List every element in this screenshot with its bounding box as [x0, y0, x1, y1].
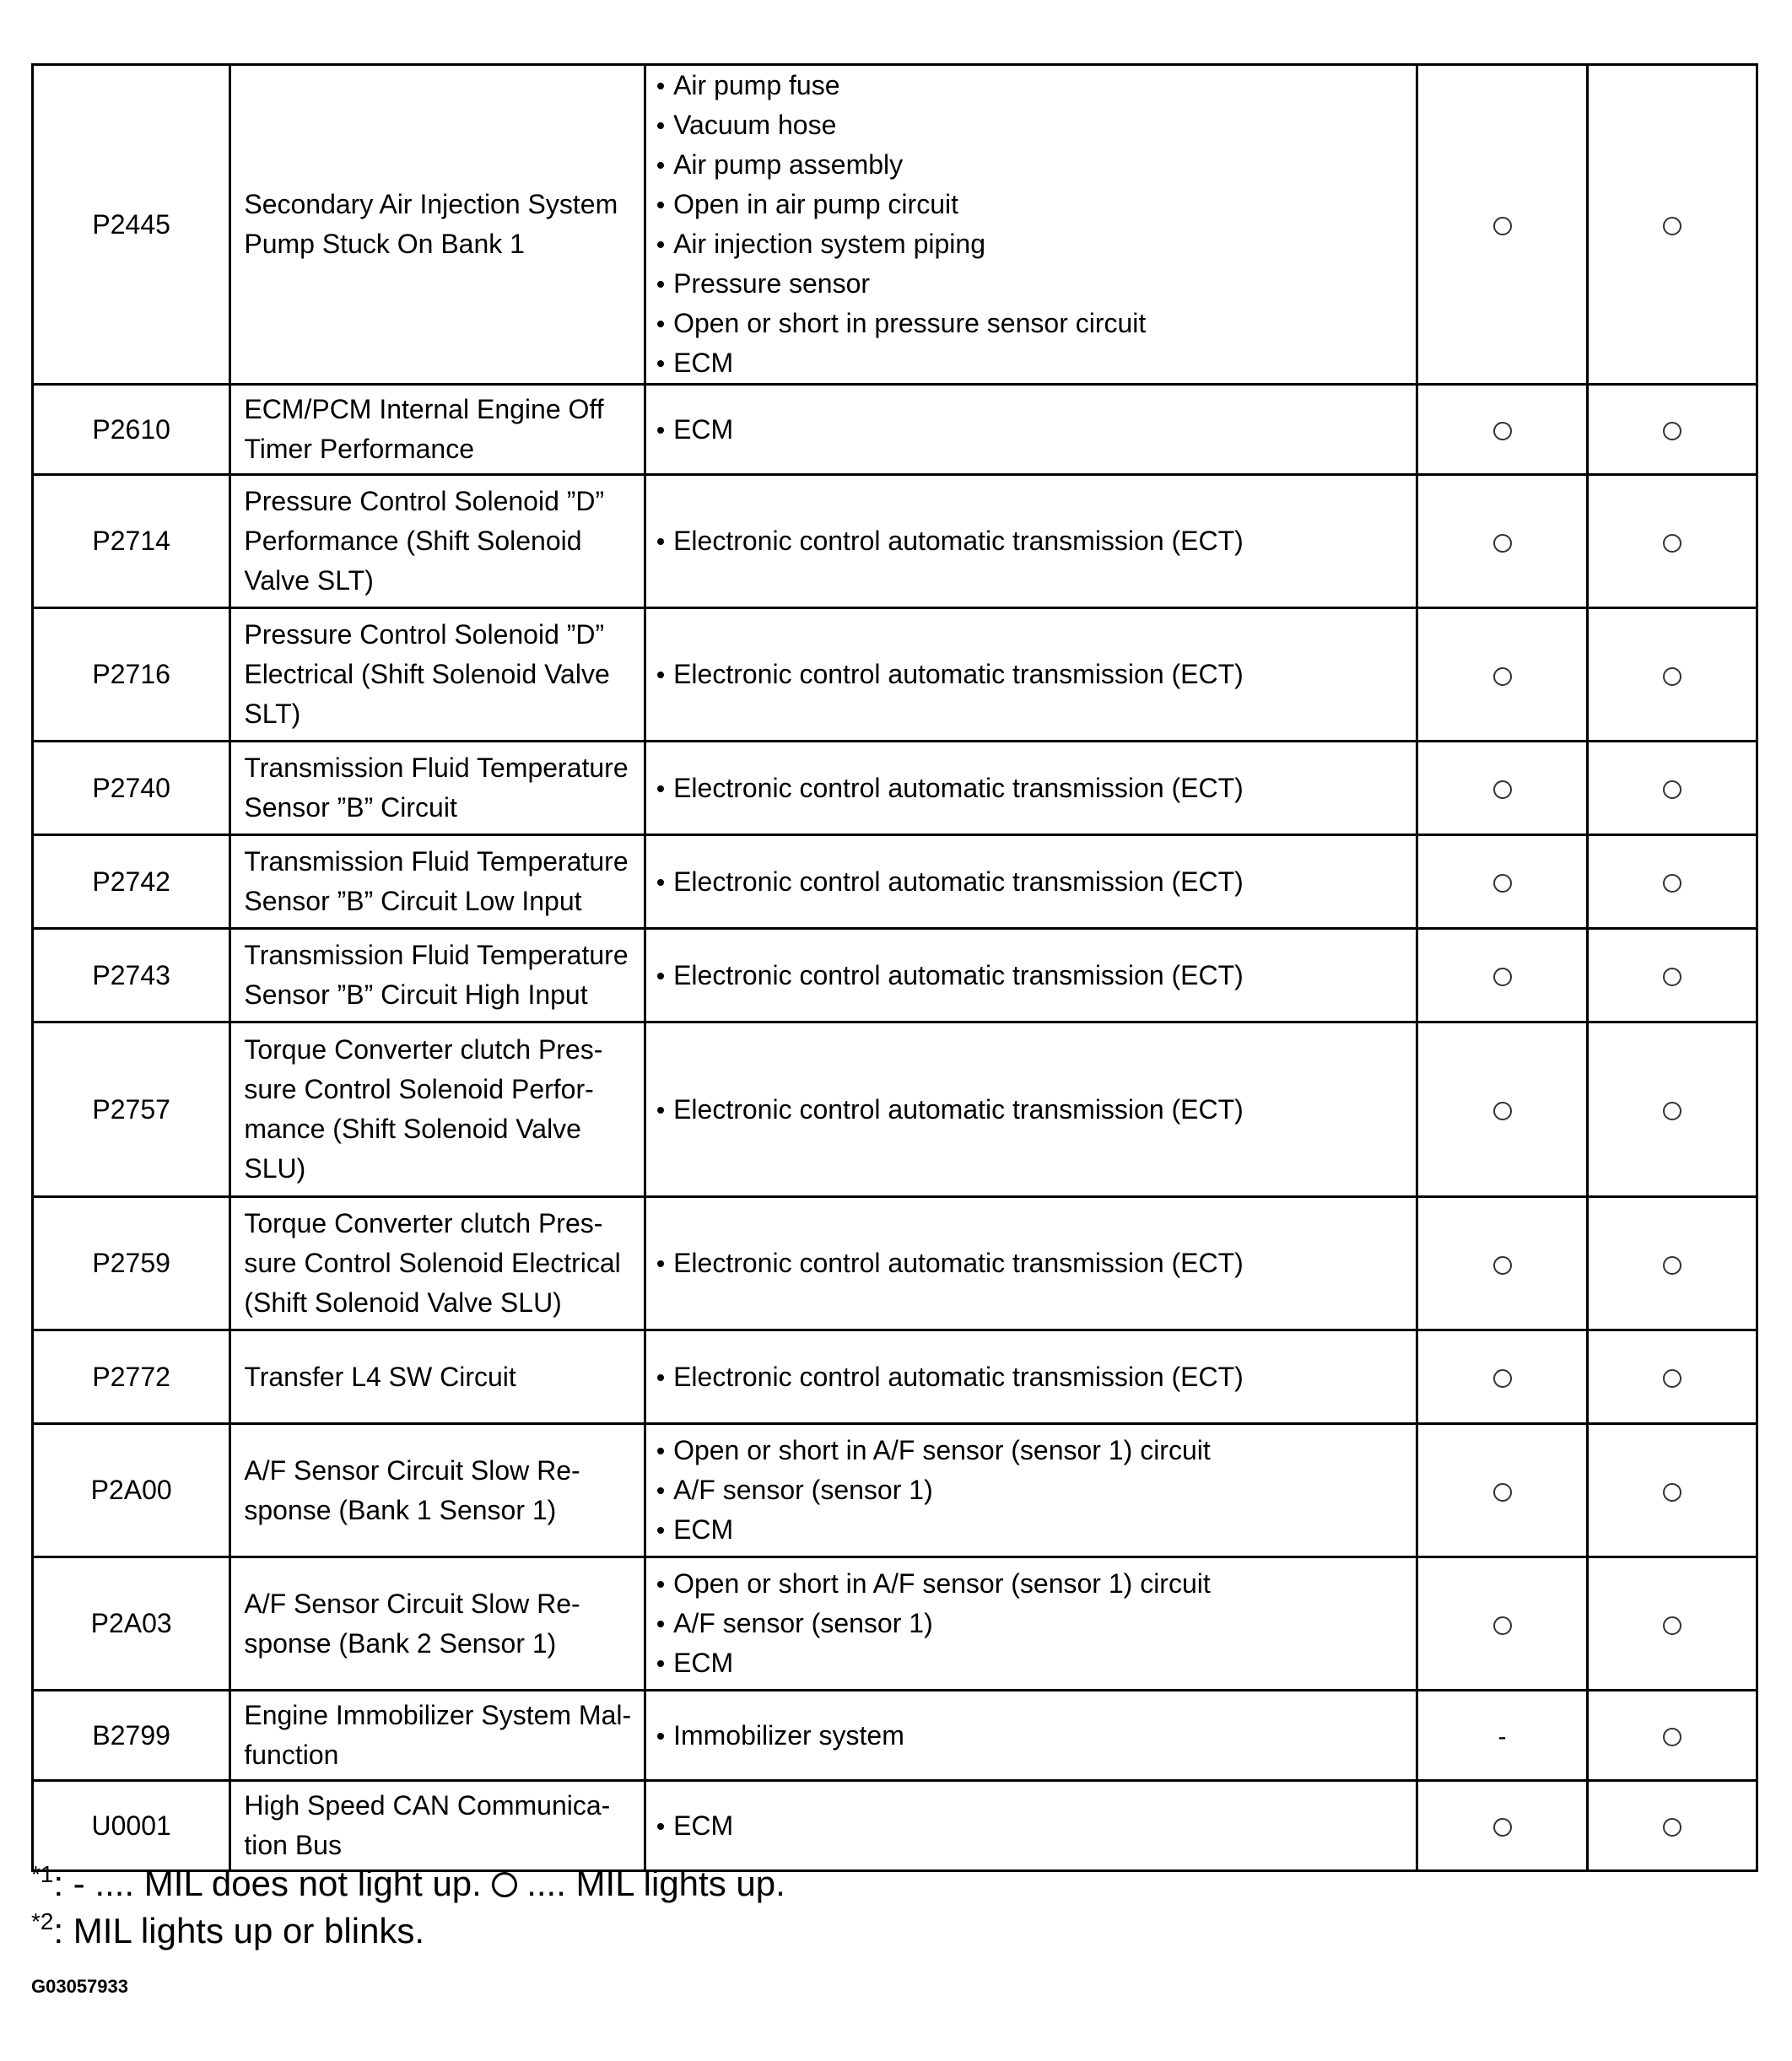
trouble-area-item: A/F sensor (sensor 1)	[657, 1604, 1416, 1643]
table-row	[33, 475, 1757, 608]
circle-mark-icon	[1663, 780, 1681, 799]
circle-mark-icon	[1663, 1818, 1681, 1837]
dtc-code: P2759	[33, 1197, 230, 1330]
circle-mark-icon	[1663, 1256, 1681, 1275]
trouble-area	[645, 1424, 1417, 1557]
mil-mark	[1417, 1557, 1587, 1691]
trouble-area-item: Open or short in A/F sensor (sensor 1) circuit	[657, 1564, 1416, 1604]
dtc-table-body	[33, 65, 1757, 1871]
memory-mark	[1587, 1691, 1757, 1781]
mil-mark	[1417, 835, 1587, 929]
trouble-area-list	[657, 1564, 1416, 1683]
footnote-2	[31, 1907, 785, 1955]
trouble-area	[645, 929, 1417, 1022]
table-row	[33, 608, 1757, 742]
trouble-area-list	[657, 66, 1416, 383]
circle-mark-icon	[1493, 1616, 1512, 1635]
table-row	[33, 1197, 1757, 1330]
trouble-area-item: ECM	[657, 1643, 1416, 1683]
dtc-code: P2772	[33, 1330, 230, 1424]
mil-mark	[1417, 1197, 1587, 1330]
trouble-area-list	[657, 1244, 1416, 1283]
table-row	[33, 929, 1757, 1022]
trouble-area	[645, 835, 1417, 929]
table-row	[33, 1781, 1757, 1871]
trouble-area	[645, 1330, 1417, 1424]
trouble-area	[645, 1691, 1417, 1781]
detection-item: A/F Sensor Circuit Slow Re- sponse (Bank 2 Sensor 1)	[230, 1557, 645, 1691]
trouble-area-item: Pressure sensor	[657, 264, 1416, 304]
dtc-code: P2757	[33, 1022, 230, 1197]
trouble-area-item: Vacuum hose	[657, 105, 1416, 145]
detection-item: ECM/PCM Internal Engine Off Timer Performance	[230, 385, 645, 475]
footnote-1-text-b: .... MIL lights up.	[526, 1864, 785, 1903]
memory-mark	[1587, 1424, 1757, 1557]
footnotes	[31, 1860, 785, 1955]
dtc-code: P2714	[33, 475, 230, 608]
trouble-area	[645, 1022, 1417, 1197]
trouble-area-item: Open or short in pressure sensor circuit	[657, 304, 1416, 343]
detection-item: Secondary Air Injection System Pump Stuck On Bank 1	[230, 65, 645, 385]
detection-item: Torque Converter clutch Pres- sure Control Solenoid Perfor- mance (Shift Solenoid Valve SLU)	[230, 1022, 645, 1197]
mil-mark	[1417, 929, 1587, 1022]
table-row	[33, 742, 1757, 835]
mil-mark	[1417, 1424, 1587, 1557]
dtc-code: P2A00	[33, 1424, 230, 1557]
footnote-2-text: : MIL lights up or blinks.	[53, 1911, 425, 1950]
trouble-area-item: ECM	[657, 410, 1416, 450]
trouble-area-list	[657, 1806, 1416, 1846]
dtc-code: P2445	[33, 65, 230, 385]
circle-mark-icon	[1663, 1102, 1681, 1120]
trouble-area-list	[657, 769, 1416, 808]
trouble-area-item: Electronic control automatic transmission (ECT)	[657, 956, 1416, 995]
trouble-area-list	[657, 1431, 1416, 1550]
trouble-area-list	[657, 655, 1416, 694]
trouble-area-list	[657, 410, 1416, 450]
mil-mark	[1417, 1691, 1587, 1781]
dash-mark: -	[1498, 1722, 1507, 1751]
trouble-area-item: Open in air pump circuit	[657, 185, 1416, 224]
circle-mark-icon	[1663, 1483, 1681, 1502]
trouble-area-list	[657, 1716, 1416, 1756]
trouble-area	[645, 475, 1417, 608]
trouble-area-item: ECM	[657, 343, 1416, 383]
trouble-area-item: ECM	[657, 1806, 1416, 1846]
circle-mark-icon	[1493, 874, 1512, 893]
dtc-code: P2716	[33, 608, 230, 742]
memory-mark	[1587, 1781, 1757, 1871]
circle-mark-icon	[1663, 874, 1681, 893]
trouble-area-item: Electronic control automatic transmission (ECT)	[657, 655, 1416, 694]
trouble-area-item: Immobilizer system	[657, 1716, 1416, 1756]
trouble-area-item: Air injection system piping	[657, 224, 1416, 264]
circle-mark-icon	[1663, 1369, 1681, 1388]
dtc-code: P2742	[33, 835, 230, 929]
mil-mark	[1417, 742, 1587, 835]
memory-mark	[1587, 1197, 1757, 1330]
circle-mark-icon	[1663, 1616, 1681, 1635]
circle-mark-icon	[1493, 968, 1512, 986]
footnote-1	[31, 1860, 785, 1907]
mil-mark	[1417, 1022, 1587, 1197]
trouble-area-item: Air pump assembly	[657, 145, 1416, 185]
dtc-code: P2610	[33, 385, 230, 475]
trouble-area	[645, 1557, 1417, 1691]
trouble-area-item: Electronic control automatic transmission (ECT)	[657, 769, 1416, 808]
circle-mark-icon	[1663, 1728, 1681, 1746]
circle-mark-icon	[492, 1872, 517, 1897]
circle-mark-icon	[1493, 217, 1512, 235]
detection-item: Transmission Fluid Temperature Sensor ”B” Circuit Low Input	[230, 835, 645, 929]
trouble-area-item: Air pump fuse	[657, 66, 1416, 105]
trouble-area-item: Open or short in A/F sensor (sensor 1) circuit	[657, 1431, 1416, 1470]
dtc-code: B2799	[33, 1691, 230, 1781]
circle-mark-icon	[1663, 534, 1681, 553]
table-row	[33, 65, 1757, 385]
trouble-area-item: Electronic control automatic transmission (ECT)	[657, 1090, 1416, 1130]
circle-mark-icon	[1663, 422, 1681, 440]
memory-mark	[1587, 835, 1757, 929]
circle-mark-icon	[1493, 1256, 1512, 1275]
detection-item: High Speed CAN Communica- tion Bus	[230, 1781, 645, 1871]
trouble-area	[645, 608, 1417, 742]
memory-mark	[1587, 385, 1757, 475]
circle-mark-icon	[1493, 1818, 1512, 1837]
circle-mark-icon	[1493, 422, 1512, 440]
memory-mark	[1587, 1022, 1757, 1197]
footnote-1-text-a: : - .... MIL does not light up.	[53, 1864, 482, 1903]
circle-mark-icon	[1493, 534, 1512, 553]
memory-mark	[1587, 929, 1757, 1022]
trouble-area-list	[657, 862, 1416, 902]
trouble-area	[645, 742, 1417, 835]
table-row	[33, 835, 1757, 929]
mil-mark	[1417, 385, 1587, 475]
trouble-area-item: Electronic control automatic transmission (ECT)	[657, 521, 1416, 561]
footnote-2-marker: *2	[31, 1908, 54, 1934]
detection-item: Engine Immobilizer System Mal- function	[230, 1691, 645, 1781]
trouble-area-list	[657, 1090, 1416, 1130]
dtc-code: P2A03	[33, 1557, 230, 1691]
table-row	[33, 1557, 1757, 1691]
trouble-area-list	[657, 956, 1416, 995]
trouble-area	[645, 1197, 1417, 1330]
detection-item: Pressure Control Solenoid ”D” Performance (Shift Solenoid Valve SLT)	[230, 475, 645, 608]
dtc-code: P2743	[33, 929, 230, 1022]
trouble-area-list	[657, 1357, 1416, 1397]
footnote-1-marker: *1	[31, 1861, 54, 1887]
mil-mark	[1417, 608, 1587, 742]
detection-item: Transmission Fluid Temperature Sensor ”B” Circuit	[230, 742, 645, 835]
trouble-area	[645, 1781, 1417, 1871]
trouble-area	[645, 65, 1417, 385]
detection-item: Pressure Control Solenoid ”D” Electrical (Shift Solenoid Valve SLT)	[230, 608, 645, 742]
circle-mark-icon	[1493, 667, 1512, 686]
memory-mark	[1587, 65, 1757, 385]
figure-id: G03057933	[31, 1976, 128, 1997]
dtc-code: U0001	[33, 1781, 230, 1871]
mil-mark	[1417, 1330, 1587, 1424]
detection-item: Transfer L4 SW Circuit	[230, 1330, 645, 1424]
memory-mark	[1587, 1557, 1757, 1691]
circle-mark-icon	[1663, 667, 1681, 686]
trouble-area-item: A/F sensor (sensor 1)	[657, 1470, 1416, 1510]
dtc-code: P2740	[33, 742, 230, 835]
trouble-area	[645, 385, 1417, 475]
detection-item: A/F Sensor Circuit Slow Re- sponse (Bank 1 Sensor 1)	[230, 1424, 645, 1557]
memory-mark	[1587, 1330, 1757, 1424]
mil-mark	[1417, 65, 1587, 385]
circle-mark-icon	[1493, 1483, 1512, 1502]
table-row	[33, 1330, 1757, 1424]
table-row	[33, 1691, 1757, 1781]
dtc-table	[31, 63, 1758, 1872]
circle-mark-icon	[1663, 217, 1681, 235]
table-row	[33, 1022, 1757, 1197]
table-row	[33, 385, 1757, 475]
trouble-area-item: Electronic control automatic transmission (ECT)	[657, 862, 1416, 902]
circle-mark-icon	[1493, 1102, 1512, 1120]
trouble-area-list	[657, 521, 1416, 561]
circle-mark-icon	[1663, 968, 1681, 986]
mil-mark	[1417, 475, 1587, 608]
memory-mark	[1587, 742, 1757, 835]
trouble-area-item: Electronic control automatic transmission (ECT)	[657, 1244, 1416, 1283]
trouble-area-item: ECM	[657, 1510, 1416, 1550]
mil-mark	[1417, 1781, 1587, 1871]
detection-item: Torque Converter clutch Pres- sure Control Solenoid Electrical (Shift Solenoid Valve SLU)	[230, 1197, 645, 1330]
detection-item: Transmission Fluid Temperature Sensor ”B” Circuit High Input	[230, 929, 645, 1022]
memory-mark	[1587, 475, 1757, 608]
circle-mark-icon	[1493, 1369, 1512, 1388]
trouble-area-item: Electronic control automatic transmission (ECT)	[657, 1357, 1416, 1397]
circle-mark-icon	[1493, 780, 1512, 799]
memory-mark	[1587, 608, 1757, 742]
table-row	[33, 1424, 1757, 1557]
